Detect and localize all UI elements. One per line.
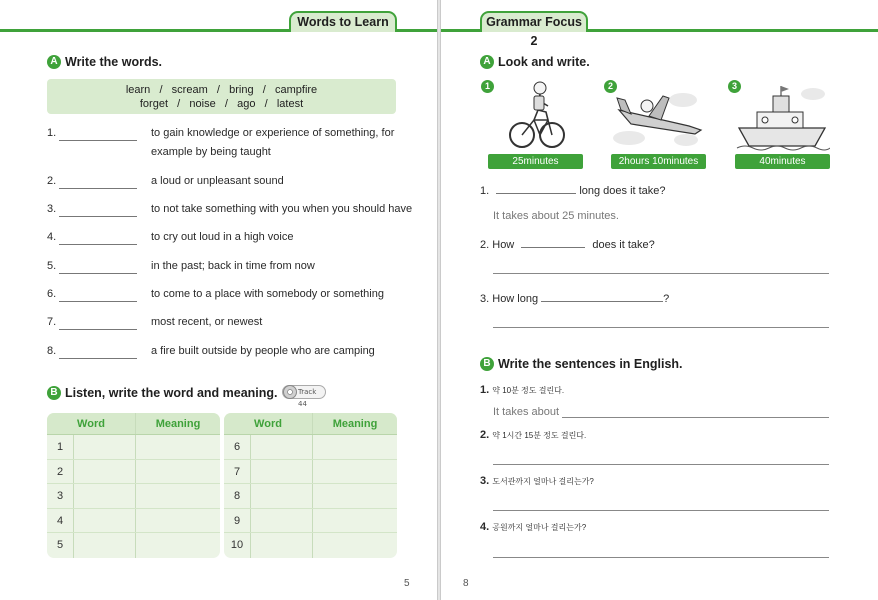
item-number: 7. — [47, 316, 57, 328]
item-number: 1. — [47, 127, 57, 139]
meaning-cell[interactable] — [313, 533, 397, 558]
item-number: 3. — [480, 475, 490, 487]
korean-item-1 — [480, 384, 564, 396]
definition-text: to come to a place with somebody or something — [151, 288, 384, 300]
row-number: 4 — [47, 509, 74, 533]
answer-line[interactable] — [493, 464, 829, 465]
picture-number: 1 — [481, 80, 494, 93]
table-row — [47, 484, 220, 509]
word-cell[interactable] — [74, 484, 136, 508]
answer-line[interactable] — [493, 557, 829, 558]
question-text-post: does it take? — [592, 239, 655, 251]
item-number: 4. — [47, 231, 57, 243]
definition-text: to not take something with you when you should have — [151, 203, 413, 215]
picture-bicycle — [484, 80, 583, 168]
section-a-title: Look and write. — [498, 55, 590, 69]
bicycle-icon — [488, 80, 583, 154]
section-b-title: Listen, write the word and meaning. — [65, 386, 278, 400]
audio-track-button[interactable] — [282, 385, 326, 408]
definition-text: a loud or unpleasant sound — [151, 175, 284, 187]
meaning-cell[interactable] — [136, 435, 220, 459]
question-number: 3. — [480, 293, 490, 305]
answer-blank[interactable] — [59, 273, 137, 274]
picture-caption: 25minutes — [488, 154, 583, 169]
row-number: 9 — [224, 509, 251, 533]
row-number: 6 — [224, 435, 251, 459]
answer-blank[interactable] — [59, 140, 137, 141]
left-page — [0, 0, 437, 600]
answer-line[interactable] — [562, 417, 829, 418]
korean-sentence: 도서관까지 얼마나 걸리는가? — [492, 477, 594, 486]
word-column-header: Word — [47, 413, 136, 434]
picture-caption: 40minutes — [735, 154, 830, 169]
answer-line[interactable] — [493, 510, 829, 511]
word-cell[interactable] — [74, 509, 136, 533]
row-number: 3 — [47, 484, 74, 508]
answer-blank[interactable] — [59, 329, 137, 330]
question-text-pre: How — [492, 239, 515, 251]
table-row — [224, 484, 397, 509]
sentence-starter: It takes about — [493, 406, 560, 418]
picture-number: 2 — [604, 80, 617, 93]
picture-caption: 2hours 10minutes — [611, 154, 706, 169]
word-cell[interactable] — [251, 460, 313, 484]
table-row — [47, 460, 220, 485]
answer-blank[interactable] — [59, 301, 137, 302]
answer-blank[interactable] — [59, 358, 137, 359]
track-label: Track 44 — [298, 388, 317, 408]
answer-blank[interactable] — [59, 188, 137, 189]
table-header — [47, 413, 220, 435]
item-number: 5. — [47, 260, 57, 272]
ship-icon — [735, 80, 830, 154]
answer-line[interactable] — [493, 273, 829, 274]
example-answer: It takes about 25 minutes. — [493, 210, 619, 222]
definition-text: to gain knowledge or experience of something, for example by being taught — [151, 127, 395, 158]
word-cell[interactable] — [251, 509, 313, 533]
definition-text: in the past; back in time from now — [151, 260, 315, 272]
definition-text: a fire built outside by people who are camping — [151, 345, 375, 357]
definition-text: most recent, or newest — [151, 316, 263, 328]
answer-blank[interactable] — [541, 291, 663, 302]
word-meaning-table-right — [224, 413, 397, 558]
word-meaning-table-left — [47, 413, 220, 558]
question-number: 1. — [480, 185, 490, 197]
answer-blank[interactable] — [59, 216, 137, 217]
section-a-title: Write the words. — [65, 55, 163, 69]
meaning-cell[interactable] — [313, 460, 397, 484]
table-row — [224, 533, 397, 558]
page-tab: Grammar Focus 2 — [480, 11, 588, 32]
item-number: 3. — [47, 203, 57, 215]
meaning-cell[interactable] — [313, 435, 397, 459]
table-row — [224, 509, 397, 534]
item-number: 2. — [480, 429, 490, 441]
definition-text: to cry out loud in a high voice — [151, 231, 294, 243]
table-header — [224, 413, 397, 435]
right-page — [441, 0, 878, 600]
item-number: 1. — [480, 384, 490, 396]
page-number: 5 — [404, 578, 410, 589]
meaning-cell[interactable] — [136, 460, 220, 484]
cd-icon — [283, 385, 297, 399]
answer-blank[interactable] — [496, 183, 576, 194]
meaning-cell[interactable] — [136, 533, 220, 558]
word-cell[interactable] — [74, 435, 136, 459]
section-b-heading — [47, 386, 278, 400]
question-3 — [480, 291, 669, 305]
korean-item-4 — [480, 521, 586, 533]
item-number: 2. — [47, 175, 57, 187]
word-cell[interactable] — [74, 460, 136, 484]
answer-blank[interactable] — [59, 244, 137, 245]
word-cell[interactable] — [251, 435, 313, 459]
korean-item-3 — [480, 475, 594, 487]
word-column-header: Word — [224, 413, 313, 434]
korean-item-2 — [480, 429, 586, 441]
row-number: 10 — [224, 533, 251, 558]
meaning-cell[interactable] — [136, 509, 220, 533]
row-number: 1 — [47, 435, 74, 459]
answer-blank[interactable] — [521, 237, 585, 248]
section-a-badge: A — [480, 55, 494, 69]
section-a-badge: A — [47, 55, 61, 69]
table-row — [47, 509, 220, 534]
korean-sentence: 약 10분 정도 걸린다. — [492, 386, 565, 395]
meaning-cell[interactable] — [136, 484, 220, 508]
row-number: 5 — [47, 533, 74, 558]
word-cell[interactable] — [251, 533, 313, 558]
question-number: 2. — [480, 239, 490, 251]
meaning-cell[interactable] — [313, 509, 397, 533]
picture-number: 3 — [728, 80, 741, 93]
word-cell[interactable] — [251, 484, 313, 508]
picture-ship — [731, 80, 830, 168]
question-2 — [480, 237, 655, 251]
item-number: 6. — [47, 288, 57, 300]
picture-airplane — [607, 80, 706, 168]
airplane-icon — [611, 80, 706, 154]
section-b-title: Write the sentences in English. — [498, 357, 683, 371]
item-number: 8. — [47, 345, 57, 357]
table-row — [224, 435, 397, 460]
question-1 — [480, 183, 666, 197]
section-b-badge: B — [47, 386, 61, 400]
question-text: long does it take? — [579, 185, 666, 197]
question-text-post: ? — [663, 293, 670, 305]
word-bank — [47, 79, 396, 114]
question-text-pre: How long — [492, 293, 539, 305]
table-row — [224, 460, 397, 485]
word-bank-line-1: learn / scream / bring / campfire — [125, 84, 318, 96]
item-number: 4. — [480, 521, 490, 533]
korean-sentence: 공원까지 얼마나 걸리는가? — [492, 523, 587, 532]
row-number: 7 — [224, 460, 251, 484]
answer-line[interactable] — [493, 327, 829, 328]
section-a-heading — [47, 55, 162, 69]
korean-sentence: 약 1시간 15분 정도 걸린다. — [492, 431, 587, 440]
section-a-heading — [480, 55, 590, 69]
meaning-column-header: Meaning — [332, 418, 378, 430]
section-b-heading — [480, 357, 683, 371]
word-bank-line-2: forget / noise / ago / latest — [139, 98, 304, 110]
row-number: 2 — [47, 460, 74, 484]
table-row — [47, 435, 220, 460]
row-number: 8 — [224, 484, 251, 508]
page-tab: Words to Learn — [289, 11, 397, 32]
meaning-column-header: Meaning — [155, 418, 201, 430]
page-number: 8 — [463, 578, 469, 589]
section-b-badge: B — [480, 357, 494, 371]
table-row — [47, 533, 220, 558]
word-cell[interactable] — [74, 533, 136, 558]
meaning-cell[interactable] — [313, 484, 397, 508]
